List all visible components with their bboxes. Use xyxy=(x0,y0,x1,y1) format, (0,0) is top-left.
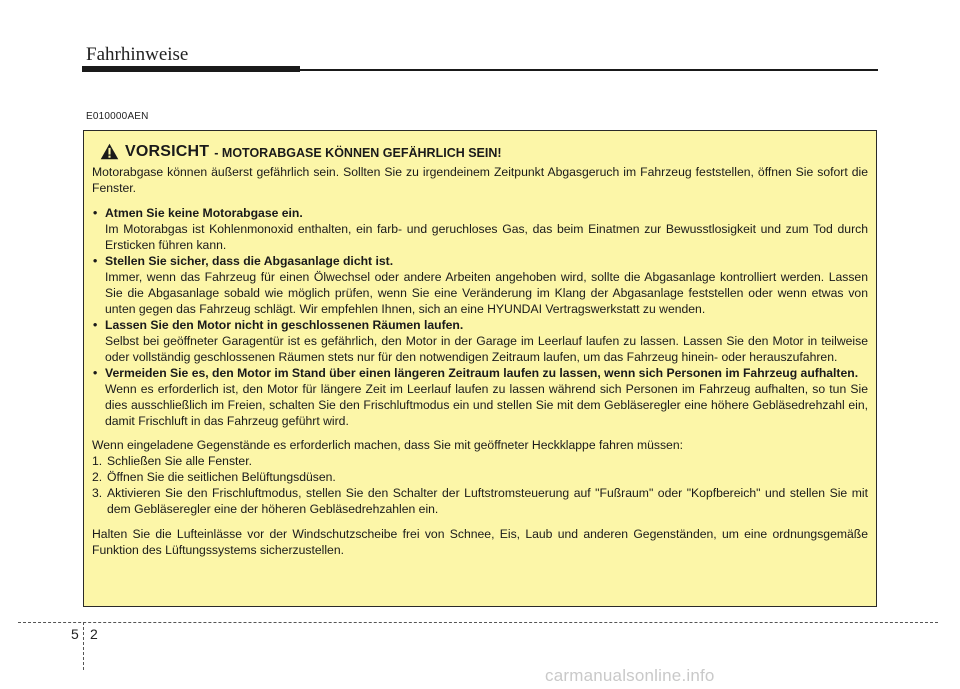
footer-dashed-rule xyxy=(18,622,938,623)
step-number: 2. xyxy=(92,470,103,484)
bullet-body: Wenn es erforderlich ist, den Motor für längere Zeit im Leerlauf laufen zu lassen während sich Personen im Fahrzeug aufhalten, so tun Sie dies ausschließlich im Freien, schalten Sie den Frischluftmodus ein und stellen Sie mit dem Gebläseregler eine höhere Gebläsedrehzahl ein, damit Frischluft in das Fahrzeug geführt wird. xyxy=(105,382,868,428)
bullet-body: Im Motorabgas ist Kohlenmonoxid enthalten, ein farb- und geruchloses Gas, das beim Einatmen zur Bewusstlosigkeit und zum Tod durch Ersticken führen kann. xyxy=(105,222,868,252)
footer-dashed-divider xyxy=(83,622,84,670)
caution-closing: Halten Sie die Lufteinlässe vor der Windschutzscheibe frei von Schnee, Eis, Laub und anderen Gegenständen, um eine ordnungsgemäße Funktion des Lüftungssystems sicherzustellen. xyxy=(92,527,868,557)
chapter-number: 5 xyxy=(71,626,79,642)
bullet-title: • Vermeiden Sie es, den Motor im Stand über einen längeren Zeitraum laufen zu lassen, wenn sich Personen im Fahrzeug aufhalten. xyxy=(92,365,868,381)
bullet-item xyxy=(92,365,868,429)
step-text: Aktivieren Sie den Frischluftmodus, stellen Sie den Schalter der Luftstromsteuerung auf "Fußraum" oder "Kopfbereich" und stellen Sie mit dem Gebläseregler eine der höheren Gebläsedrehzahlen ein. xyxy=(107,486,868,516)
step-number: 1. xyxy=(92,454,103,468)
bullet-item xyxy=(92,317,868,365)
bullet-title: • Lassen Sie den Motor nicht in geschlossenen Räumen laufen. xyxy=(92,317,868,333)
bullet-item xyxy=(92,253,868,317)
document-code: E010000AEN xyxy=(86,111,149,122)
header-rule-thin xyxy=(300,69,878,71)
page-header-title: Fahrhinweise xyxy=(86,44,189,65)
step-item xyxy=(92,485,868,517)
step-number: 3. xyxy=(92,486,103,500)
caution-label: VORSICHT xyxy=(125,142,210,160)
bullet-item xyxy=(92,205,868,253)
bullet-title: • Stellen Sie sicher, dass die Abgasanlage dicht ist. xyxy=(92,253,868,269)
caution-box xyxy=(83,130,877,607)
bullet-title: • Atmen Sie keine Motorabgase ein. xyxy=(92,205,868,221)
caution-intro: Motorabgase können äußerst gefährlich sein. Sollten Sie zu irgendeinem Zeitpunkt Abgasgeruch im Fahrzeug feststellen, öffnen Sie sofort die Fenster. xyxy=(92,165,868,195)
trunk-steps-list xyxy=(92,453,868,517)
caution-headline: - MOTORABGASE KÖNNEN GEFÄHRLICH SEIN! xyxy=(214,145,502,160)
warning-triangle-icon xyxy=(100,143,119,160)
bullet-body: Selbst bei geöffneter Garagentür ist es gefährlich, den Motor in der Garage im Leerlauf laufen zu lassen. Lassen Sie den Motor in teilweise oder vollständig geschlossenen Räumen stets nur für den notwendigen Zeitraum laufen, um das Fahrzeug hinein- oder herauszufahren. xyxy=(105,334,868,364)
step-text: Schließen Sie alle Fenster. xyxy=(107,454,252,468)
trunk-intro: Wenn eingeladene Gegenstände es erforderlich machen, dass Sie mit geöffneter Heckklappe fahren müssen: xyxy=(92,438,683,452)
page-number: 2 xyxy=(90,626,98,642)
step-text: Öffnen Sie die seitlichen Belüftungsdüsen. xyxy=(107,470,336,484)
caution-bullet-list xyxy=(92,205,868,429)
step-item xyxy=(92,469,868,485)
step-item xyxy=(92,453,868,469)
bullet-body: Immer, wenn das Fahrzeug für einen Ölwechsel oder andere Arbeiten angehoben wird, sollte die Abgasanlage kontrolliert werden. Lassen Sie die Abgasanlage sobald wie möglich prüfen, wenn Sie eine Veränderung im Klang der Abgasanlage feststellen oder wenn etwas von unten gegen das Fahrzeug schlägt. Wir empfehlen Ihnen, sich an eine HYUNDAI Vertragswerkstatt zu wenden. xyxy=(105,270,868,316)
watermark-text: carmanualsonline.info xyxy=(545,666,715,685)
caution-heading xyxy=(100,143,868,160)
header-rule-thick xyxy=(82,66,300,72)
